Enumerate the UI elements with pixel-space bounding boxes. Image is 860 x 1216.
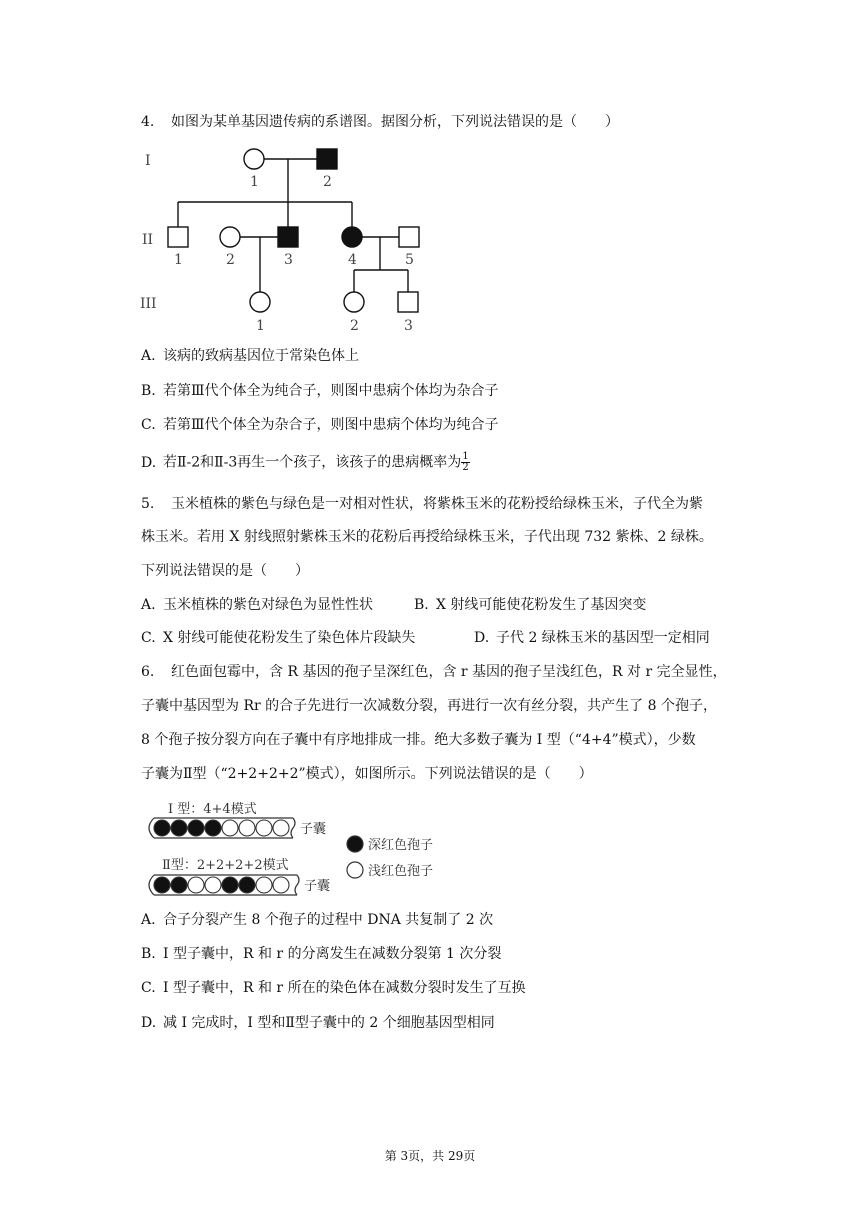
q5-option-a: A. 玉米植株的紫色对绿色为显性性状	[141, 597, 373, 613]
type2-spore-5-dark	[222, 877, 238, 893]
label-I2: 2	[323, 174, 332, 190]
type2-spore-1-dark	[154, 877, 170, 893]
q6-option-c: C. I 型子囊中，R 和 r 所在的染色体在减数分裂时发生了互换	[141, 980, 526, 996]
type2-spore-8-light	[273, 877, 289, 893]
label-I1: 1	[250, 174, 259, 190]
q4-option-d: D. 若Ⅱ-2和Ⅱ-3再生一个孩子，该孩子的患病概率为 $\frac{1}{2}$	[141, 451, 469, 473]
q5-stem-line-2: 株玉米。若用 X 射线照射紫株玉米的花粉后再授给绿株玉米，子代出现 732 紫株、2 绿株。	[141, 529, 713, 545]
type1-spore-6-light	[239, 820, 255, 836]
type1-spore-4-dark	[205, 820, 221, 836]
type2-spore-6-dark	[239, 877, 255, 893]
label-II2: 2	[226, 252, 235, 268]
type2-spore-4-light	[205, 877, 221, 893]
q5-stem-line-1: 5. 玉米植株的紫色与绿色是一对相对性状，将紫株玉米的花粉授给绿株玉米，子代全为紫	[141, 496, 703, 512]
label-III2: 2	[350, 318, 359, 334]
generation-label-III: III	[140, 296, 157, 312]
q6-stem-line-1: 6. 红色面包霉中，含 R 基因的孢子呈深红色，含 r 基因的孢子呈浅红色，R 对 r 完全显性，	[141, 664, 727, 680]
pedigree-I2-male-affected	[317, 149, 337, 169]
q4-stem-text: 如图为某单基因遗传病的系谱图。据图分析，下列说法错误的是（ ）	[171, 114, 619, 130]
q6-option-b: B. I 型子囊中，R 和 r 的分离发生在减数分裂第 1 次分裂	[141, 946, 502, 962]
type1-spore-7-light	[256, 820, 272, 836]
q6-number: 6.	[141, 664, 155, 680]
type1-label: I 型：4+4模式	[168, 802, 257, 817]
generation-label-I: I	[145, 153, 151, 169]
legend-dark-label: 深红色孢子	[368, 838, 434, 853]
generation-label-II: II	[142, 232, 154, 248]
ascus-figure	[140, 796, 460, 901]
pedigree-II1-male	[168, 227, 188, 247]
pedigree-II4-female-affected	[342, 227, 362, 247]
legend-light-label: 浅红色孢子	[368, 864, 434, 879]
label-III1: 1	[256, 318, 265, 334]
q5-stem-line-3: 下列说法错误的是（ ）	[141, 563, 309, 579]
q6-stem-line-3: 8 个孢子按分裂方向在子囊中有序地排成一排。绝大多数子囊为 I 型（“4+4”模式），少数	[141, 732, 696, 748]
q6-stem-line-4: 子囊为Ⅱ型（“2+2+2+2”模式），如图所示。下列说法错误的是（ ）	[141, 766, 593, 782]
q5-option-b: B. X 射线可能使花粉发生了基因突变	[414, 597, 647, 613]
label-II1: 1	[174, 252, 183, 268]
legend-dark-spore-icon	[347, 836, 363, 852]
probability-fraction: $\frac{1}{2}$	[462, 451, 469, 473]
ascus-label-2: 子囊	[304, 879, 331, 894]
q5-option-c: C. X 射线可能使花粉发生了染色体片段缺失	[141, 630, 416, 646]
q5-number: 5.	[141, 496, 155, 512]
pedigree-I1-female	[244, 149, 264, 169]
type2-label: Ⅱ型：2+2+2+2模式	[162, 858, 289, 873]
pedigree-III2-female	[344, 292, 364, 312]
pedigree-chart	[140, 140, 440, 340]
pedigree-II3-male-affected	[278, 227, 298, 247]
pedigree-II5-male	[399, 227, 419, 247]
legend-light-spore-icon	[347, 862, 363, 878]
q6-stem-line-2: 子囊中基因型为 Rr 的合子先进行一次减数分裂，再进行一次有丝分裂，共产生了 8 个孢子，	[141, 698, 717, 714]
type2-spore-2-dark	[171, 877, 187, 893]
q6-option-d: D. 减 I 完成时，I 型和Ⅱ型子囊中的 2 个细胞基因型相同	[141, 1015, 495, 1031]
pedigree-II2-female	[220, 227, 240, 247]
type1-spore-2-dark	[171, 820, 187, 836]
pedigree-III3-male	[398, 292, 418, 312]
pedigree-III1-female	[250, 292, 270, 312]
q4-option-a: A. 该病的致病基因位于常染色体上	[141, 348, 359, 364]
page-footer: 第 3页，共 29页	[384, 1149, 476, 1163]
q4-stem	[141, 112, 619, 132]
label-III3: 3	[404, 318, 413, 334]
type1-spore-3-dark	[188, 820, 204, 836]
type1-spore-8-light	[273, 820, 289, 836]
q4-option-b: B. 若第Ⅲ代个体全为纯合子，则图中患病个体均为杂合子	[141, 383, 499, 399]
label-II5: 5	[405, 252, 414, 268]
type1-spore-1-dark	[154, 820, 170, 836]
label-II3: 3	[284, 252, 293, 268]
type1-spore-5-light	[222, 820, 238, 836]
q6-option-a: A. 合子分裂产生 8 个孢子的过程中 DNA 共复制了 2 次	[141, 912, 494, 928]
q4-option-c: C. 若第Ⅲ代个体全为杂合子，则图中患病个体均为纯合子	[141, 417, 499, 433]
q4-number: 4.	[141, 114, 155, 130]
q5-option-d: D. 子代 2 绿株玉米的基因型一定相同	[474, 630, 710, 646]
type2-spore-3-light	[188, 877, 204, 893]
ascus-label-1: 子囊	[300, 822, 327, 837]
label-II4: 4	[348, 252, 357, 268]
type2-spore-7-light	[256, 877, 272, 893]
